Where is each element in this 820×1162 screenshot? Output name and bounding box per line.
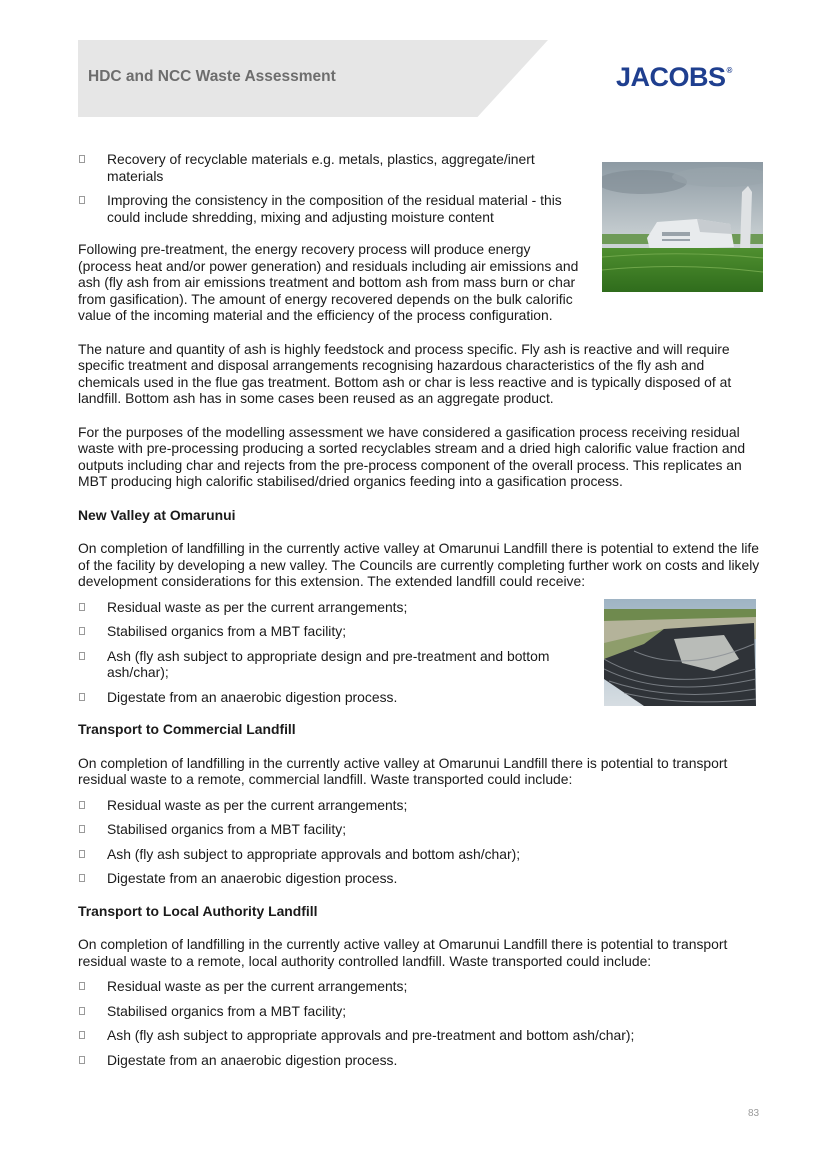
list-item-text: Digestate from an anaerobic digestion process. [107,870,398,886]
bullet-box-icon [79,693,85,701]
bullet-box-icon [79,652,85,660]
list-item-text: Stabilised organics from a MBT facility; [107,623,347,639]
paragraph: On completion of landfilling in the currently active valley at Omarunui Landfill there is potential to extend the life of the facility by developing a new valley. The Councils are currently completing further work on costs and likely development considerations for this extension. The extended landfill could receive: [78,540,760,589]
page-body [78,151,762,1076]
list-item-text: Residual waste as per the current arrangements; [107,598,408,615]
bullet-box-icon [79,801,85,809]
paragraph: On completion of landfilling in the currently active valley at Omarunui Landfill there is potential to transport residual waste to a remote, local authority controlled landfill. Waste transported could include: [78,936,728,969]
list-item-text: Ash (fly ash subject to appropriate design and pre-treatment and bottom ash/char); [107,647,550,680]
list-item [78,870,762,887]
bullet-box-icon [79,825,85,833]
bullet-box-icon [79,603,85,611]
list-item [78,151,569,184]
list-item-text: Stabilised organics from a MBT facility; [107,1002,347,1019]
list-item [78,797,762,814]
list-item [78,1052,762,1069]
bullet-box-icon [79,850,85,858]
bullet-box-icon [79,874,85,882]
section-heading: New Valley at Omarunui [78,506,236,523]
list-item-text: Recovery of recyclable materials e.g. metals, plastics, aggregate/inert materials [107,151,535,184]
list-item [78,846,762,863]
list-item [78,689,585,706]
list-item-text: Digestate from an anaerobic digestion process. [107,1051,398,1068]
logo-text: JACOBS [616,62,726,92]
list-item-text: Residual waste as per the current arrangements; [107,978,408,994]
list-item-text: Residual waste as per the current arrangements; [107,796,408,813]
bullet-box-icon [79,627,85,635]
list-item [78,192,569,225]
bullet-box-icon [79,1031,85,1039]
bullet-box-icon [79,1056,85,1064]
page-number: 83 [748,1108,760,1119]
jacobs-logo [616,62,732,93]
bullet-box-icon [79,155,85,163]
registered-mark: ® [726,66,732,75]
list-item [78,599,585,616]
list-item-text: Stabilised organics from a MBT facility; [107,821,347,837]
list-item-text: Improving the consistency in the composition of the residual material - this could include shredding, mixing and adjusting moisture content [107,192,562,225]
list-item [78,648,577,681]
paragraph: For the purposes of the modelling assessment we have considered a gasification process receiving residual waste with pre-processing producing a sorted recyclables stream and a dried high calorific value fraction and outputs including char and rejects from the pre-process component of the overall process. This replicates an MBT producing high calorific stabilised/dried organics feeding into a gasification process. [78,423,746,489]
document-title: HDC and NCC Waste Assessment [88,68,336,85]
list-item-text: Digestate from an anaerobic digestion process. [107,688,398,705]
bullet-box-icon [79,196,85,204]
section-heading: Transport to Local Authority Landfill [78,902,318,919]
section-heading: Transport to Commercial Landfill [78,721,296,737]
list-item [78,1003,762,1020]
paragraph: On completion of landfilling in the currently active valley at Omarunui Landfill there is potential to transport residual waste to a remote, commercial landfill. Waste transported could include: [78,754,728,787]
list-item [78,978,762,995]
list-item-text: Ash (fly ash subject to appropriate approvals and pre-treatment and bottom ash/char); [107,1027,635,1043]
list-item [78,623,585,640]
list-item [78,1027,762,1044]
paragraph: The nature and quantity of ash is highly feedstock and process specific. Fly ash is reactive and will require specific treatment and disposal arrangements recognising hazardous characteristics of the fly ash and chemicals used in the flue gas treatment. Bottom ash or char is less reactive and is typically disposed of at landfill. Bottom ash has in some cases been reused as an aggregate product. [78,340,732,406]
paragraph: Following pre-treatment, the energy recovery process will produce energy (process heat and/or power generation) and residuals including air emissions and ash (fly ash from air emissions treatment and bottom ash from mass burn or char from gasification). The amount of energy recovered depends on the bulk calorific value of the incoming material and the efficiency of the process configuration. [78,241,579,323]
list-item-text: Ash (fly ash subject to appropriate approvals and bottom ash/char); [107,845,521,862]
bullet-box-icon [79,1007,85,1015]
list-item [78,821,762,838]
bullet-box-icon [79,982,85,990]
